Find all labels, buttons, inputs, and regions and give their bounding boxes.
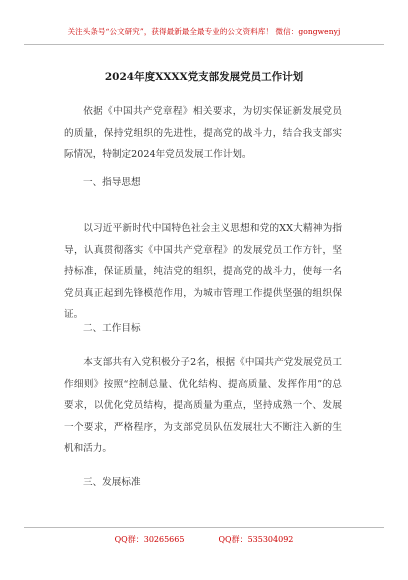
footer-divider bbox=[24, 527, 384, 528]
header-divider bbox=[24, 44, 384, 45]
footer-qq-group-1: QQ群：30265665 bbox=[114, 535, 185, 544]
header-promo-note: 关注头条号“公文研究”，获得最新最全最专业的公文资料库！ 微信：gongwenyj bbox=[67, 27, 341, 36]
guiding-ideology-paragraph: 以习近平新时代中国特色社会主义思想和党的XX大精神为指导，认真贯彻落实《中国共产党章程》的发展党员工作方针，坚持标准，保证质量，纯洁党的组织，提高党的战斗力，使每一名党员真正起到先锋模范作用，为城市管理工作提供坚强的组织保证。 bbox=[64, 223, 342, 320]
footer-qq-group-2: QQ群：535304092 bbox=[218, 535, 294, 544]
intro-paragraph: 依据《中国共产党章程》相关要求，为切实保证新发展党员的质量，保持党组织的先进性，提高党的战斗力，结合我支部实际情况，特制定2024年党员发展工作计划。 bbox=[64, 106, 342, 160]
section-heading-development-standards: 三、发展标准 bbox=[83, 477, 141, 488]
section-heading-guiding-ideology: 一、指导思想 bbox=[83, 177, 141, 188]
footer-contacts bbox=[0, 534, 408, 545]
document-title: 2024年度XXXX党支部发展党员工作计划 bbox=[104, 71, 304, 83]
work-goals-paragraph: 本支部共有入党积极分子2名，根据《中国共产党发展党员工作细则》按照“控制总量、优化结构、提高质量、发挥作用”的总要求，以优化党员结构，提高质量为重点，坚持成熟一个、发展一个要求，严格程序，为支部党员队伍发展壮大不断注入新的生机和活力。 bbox=[64, 357, 342, 454]
section-heading-work-goals: 二、工作目标 bbox=[83, 323, 141, 334]
